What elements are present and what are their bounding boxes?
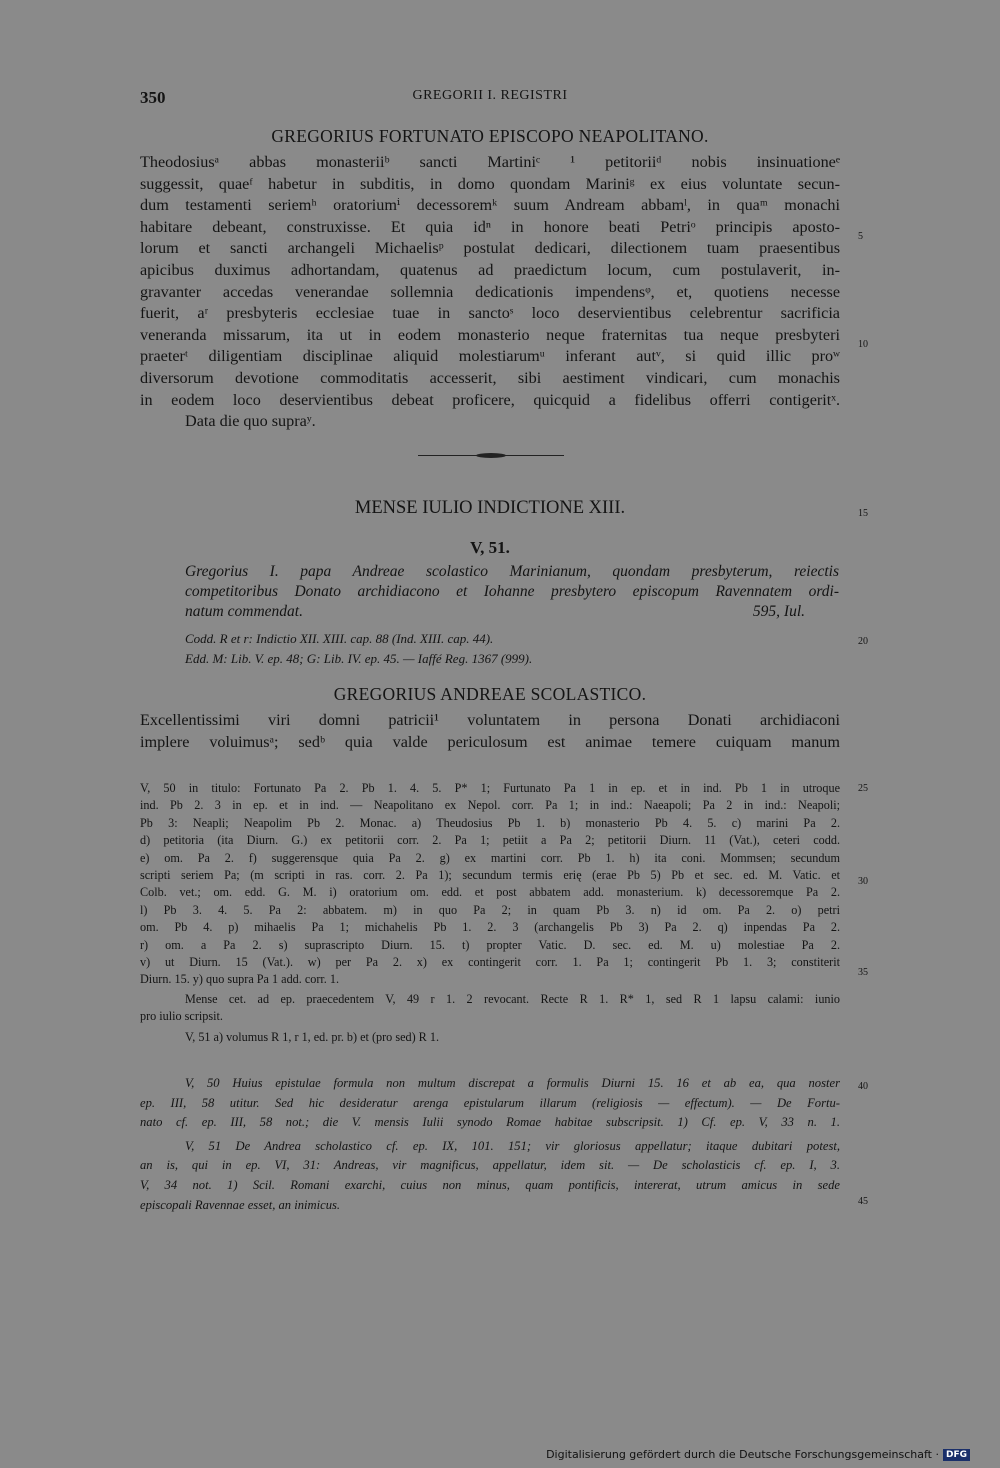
apparatus-line: scripti seriem Pa; (m scripti in ras. corr. 2. Pa 1); secundum termis erię (erae Pb 5) Pb et sec. ed. M. Vatic. et xyxy=(140,867,840,882)
text-line: lorum et sancti archangeli Michaelisᵖ postulat dedicari, dilectionem tuam praesentibus xyxy=(140,239,840,258)
section-divider xyxy=(418,453,564,459)
text-line: gravanter accedas venerandae sollemnia dedicationis impendensᵠ, et, quotiens necesse xyxy=(140,282,840,301)
letter-number-text: V, 51. xyxy=(470,538,510,557)
summary-line-last xyxy=(185,602,839,622)
summary-line: natum commendat. xyxy=(185,602,303,620)
letter-date: 595, Iul. xyxy=(752,602,805,620)
commentary-line: nato cf. ep. III, 58 not.; die V. mensis Iulii synodo Romae habitae subscripsit. 1) Cf. ep. V, 33 n. 1. xyxy=(140,1115,840,1130)
digitization-credit xyxy=(546,1448,970,1461)
letter-title: GREGORIUS FORTUNATO EPISCOPO NEAPOLITANO. xyxy=(271,126,709,146)
dating-line: Data die quo supraʸ. xyxy=(185,412,316,431)
text-line: fuerit, aʳ presbyteris ecclesiae tuae in sanctoˢ loco deservientibus celebrentur sacrificia xyxy=(140,304,840,323)
text-line: apicibus duximus adhortandam, quatenus ad praedictum locum, cum postulaverit, in- xyxy=(140,260,840,279)
critical-apparatus xyxy=(140,780,840,1047)
editions-line: Edd. M: Lib. V. ep. 48; G: Lib. IV. ep. 45. — Iaffé Reg. 1367 (999). xyxy=(185,651,533,666)
commentary-notes xyxy=(140,1074,840,1215)
apparatus-line: v) ut Diurn. 15 (Vat.). w) per Pa 2. x) ex contingerit corr. 1. Pa 1; contingerit Pb 1. 3; constiterit xyxy=(140,954,840,969)
apparatus-line: V, 50 in titulo: Fortunato Pa 2. Pb 1. 4. 5. P* 1; Furtunato Pa 1 in ep. et in ind. Pb 1 in utroque xyxy=(140,781,840,795)
line-number: 25 xyxy=(858,783,868,794)
text-line: dum testamenti seriemʰ oratoriumⁱ decessoremᵏ suum Andream abbamˡ, in quaᵐ monachi xyxy=(140,196,840,215)
line-number: 30 xyxy=(858,876,868,887)
apparatus-line: pro iulio scripsit. xyxy=(140,1009,223,1024)
apparatus-line: ind. Pb 2. 3 in ep. et in ind. — Neapolitano ex Nepol. corr. Pa 1; in ind.: Naeapoli; Pa 2 in ind.: Neapoli; xyxy=(140,798,840,813)
apparatus-line: Diurn. 15. y) quo supra Pa 1 add. corr. 1. xyxy=(140,972,340,987)
commentary-line: episcopali Ravennae esset, an inimicus. xyxy=(140,1197,341,1212)
divider-ornament xyxy=(476,453,506,458)
text-line: implere voluimusᵃ; sedᵇ quia valde periculosum est animae temere cuiquam manum xyxy=(140,732,840,751)
letter-body xyxy=(140,710,840,753)
apparatus-line: d) petitoria (ita Diurn. G.) ex petitorii corr. 2. Pa 1; petiit a Pa 2; petitorii Diurn. 11 (Vat.), ceteri codd. xyxy=(140,833,840,848)
apparatus-line: Colb. vet.; om. edd. G. M. i) oratorium om. edd. et post abbatem add. monasterium. k) decessoremque Pa 2. xyxy=(140,885,840,900)
text-line: veneranda missarum, ita ut in eodem monasterio neque fraternitas tua neque presbyteri xyxy=(140,325,840,344)
line-number: 45 xyxy=(858,1196,868,1207)
apparatus-line: r) om. a Pa 2. s) suprascripto Diurn. 15. t) propter Vatic. D. sec. ed. M. u) molestiae Pa 2. xyxy=(140,937,840,952)
text-line: Theodosiusᵃ abbas monasteriiᵇ sancti Martiniᶜ ¹ petitoriiᵈ nobis insinuationeᵉ xyxy=(140,153,840,171)
text-line: suggessit, quaeᶠ habetur in subditis, in domo quondam Mariniᵍ ex eius voluntate secun- xyxy=(140,174,840,193)
letter-summary xyxy=(185,562,839,621)
line-number: 35 xyxy=(858,967,868,978)
text-line: in eodem loco deservientibus debeat proficere, quicquid a fidelibus offerri contigeritˣ. xyxy=(140,390,840,409)
apparatus-line: V, 51 a) volumus R 1, r 1, ed. pr. b) et (pro sed) R 1. xyxy=(185,1030,439,1045)
credit-text: Digitalisierung gefördert durch die Deutsche Forschungsgemeinschaft · xyxy=(546,1448,939,1461)
text-line: habitare debeant, construxisse. Et quia idⁿ in honore beati Petriᵒ principis aposto- xyxy=(140,217,840,236)
apparatus-line: Mense cet. ad ep. praecedentem V, 49 r 1. 2 revocant. Recte R 1. R* 1, sed R 1 lapsu calami: iunio xyxy=(185,991,840,1006)
commentary-line: V, 34 not. 1) Scil. Romani exarchi, cuius non minus, quam pontificis, intererat, utrum amicus in sede xyxy=(140,1177,840,1192)
running-head: GREGORII I. REGISTRI xyxy=(412,88,568,103)
text-line: diversorum devotione commoditatis accesserit, sibi aestiment vindicari, cum monachis xyxy=(140,368,840,387)
dfg-logo: DFG xyxy=(943,1449,970,1461)
line-number: 5 xyxy=(858,231,863,242)
codices-line: Codd. R et r: Indictio XII. XIII. cap. 88 (Ind. XIII. cap. 44). xyxy=(185,631,494,646)
apparatus-line: e) om. Pa 2. f) suggerensque quia Pa 2. g) ex martini corr. Pb 1. h) ita coni. Mommsen; secundum xyxy=(140,850,840,865)
letter-number xyxy=(140,538,840,558)
line-number: 20 xyxy=(858,636,868,647)
commentary-line: ep. III, 58 utitur. Sed hic desideratur arenga epistularum illarum (religiosis — effectum). — De Fortu- xyxy=(140,1095,840,1110)
line-number: 40 xyxy=(858,1081,868,1092)
apparatus-line: l) Pb 3. 4. 5. Pa 2: abbatem. m) in quo Pa 2; in quam Pb 3. n) id om. Pa 2. o) petri xyxy=(140,902,840,917)
text-line: Excellentissimi viri domni patricii¹ voluntatem in persona Donati archidiaconi xyxy=(140,711,840,729)
text-line: praeterᵗ diligentiam disciplinae aliquid molestiarumᵘ inferant autᵛ, si quid illic proʷ xyxy=(140,347,840,366)
apparatus-line: om. Pb 4. p) mihaelis Pa 1; michahelis Pb 1. 2. 3 (archangelis Pb 3) Pa 2. q) inpendas Pa 2. xyxy=(140,920,840,935)
month-heading: MENSE IULIO INDICTIONE XIII. xyxy=(354,498,626,518)
line-number: 15 xyxy=(858,508,868,519)
letter-body xyxy=(140,152,840,433)
commentary-line: an is, qui in ep. VI, 31: Andreas, vir magnificus, appellatur, idem sit. — De scholasticis cf. ep. I, 3. xyxy=(140,1158,840,1173)
summary-line: Gregorius I. papa Andreae scolastico Marinianum, quondam presbyterum, reiectis xyxy=(185,563,839,580)
line-number: 10 xyxy=(858,339,868,350)
commentary-line: V, 50 Huius epistulae formula non multum discrepat a formulis Diurni 15. 16 et ab ea, qua noster xyxy=(185,1076,840,1090)
page-number: 350 xyxy=(140,88,166,107)
summary-line: competitoribus Donato archidiacono et Iohanne presbytero episcopum Ravennatem ordi- xyxy=(185,582,839,600)
commentary-line: V, 51 De Andrea scholastico cf. ep. IX, 101. 151; vir gloriosus appellatur; itaque dubitari potest, xyxy=(185,1138,840,1153)
page-header xyxy=(140,88,840,110)
apparatus-line: Pb 3: Neapli; Neapolim Pb 2. Monac. a) Theudosius Pb 1. b) monasterio Pb 4. 5. c) marini Pa 2. xyxy=(140,815,840,830)
letter-title: GREGORIUS ANDREAE SCOLASTICO. xyxy=(333,684,647,704)
